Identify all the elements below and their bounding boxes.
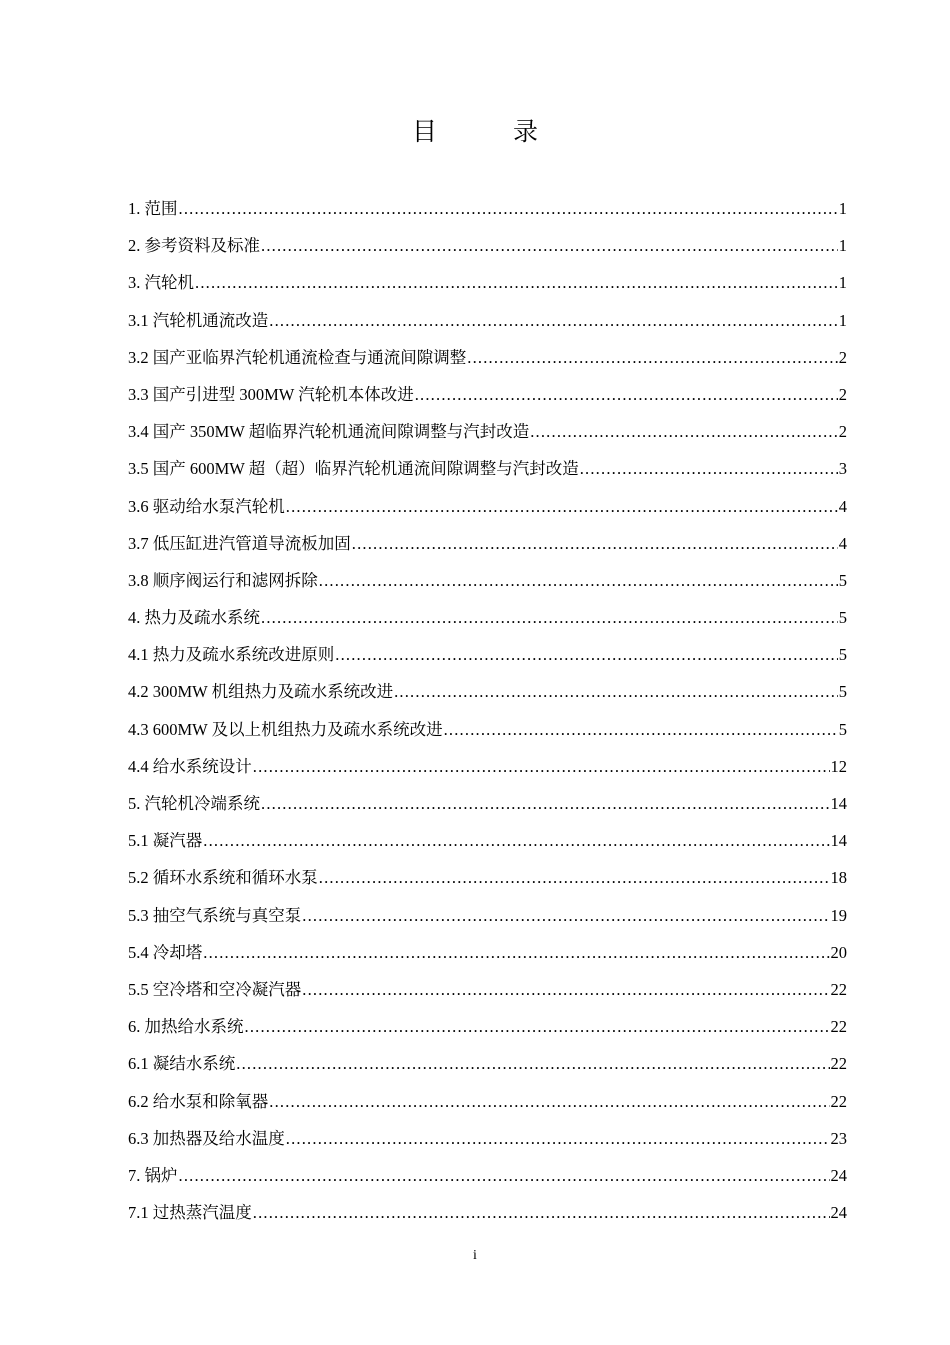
- toc-entry[interactable]: [128, 673, 847, 710]
- toc-dot-leader: [203, 822, 829, 859]
- toc-entry-page: 2: [838, 384, 847, 404]
- toc-entry[interactable]: [128, 971, 847, 1008]
- toc-entry-page: 2: [838, 347, 847, 367]
- toc-entry-label: 3. 汽轮机: [128, 273, 194, 293]
- toc-dot-leader: [179, 190, 838, 227]
- toc-entry-label: 5.1 凝汽器: [128, 831, 203, 851]
- toc-entry-page: 5: [838, 719, 847, 739]
- toc-dot-leader: [179, 1157, 830, 1194]
- toc-entry-page: 1: [838, 199, 847, 218]
- page-number: i: [473, 1248, 477, 1263]
- toc-dot-leader: [269, 302, 838, 339]
- toc-entry-page: 24: [830, 1203, 847, 1223]
- toc-entry-page: 4: [838, 496, 847, 516]
- toc-dot-leader: [261, 599, 838, 636]
- toc-dot-leader: [261, 785, 830, 822]
- toc-entry[interactable]: [128, 599, 847, 636]
- toc-entry[interactable]: [128, 190, 847, 227]
- toc-entry[interactable]: [128, 859, 847, 896]
- toc-entry-label: 3.6 驱动给水泵汽轮机: [128, 496, 285, 516]
- toc-dot-leader: [467, 339, 838, 376]
- toc-entry[interactable]: [128, 785, 847, 822]
- page-title: 目 录: [412, 117, 572, 146]
- toc-entry-label: 5.4 冷却塔: [128, 942, 203, 962]
- toc-entry-label: 4.2 300MW 机组热力及疏水系统改进: [128, 682, 394, 702]
- toc-dot-leader: [335, 636, 838, 673]
- toc-entry[interactable]: [128, 636, 847, 673]
- toc-entry-page: 14: [830, 831, 847, 851]
- toc-entry[interactable]: [128, 1008, 847, 1045]
- toc-entry[interactable]: [128, 711, 847, 748]
- toc-entry-label: 6.2 给水泵和除氧器: [128, 1091, 269, 1111]
- toc-entry-label: 4.3 600MW 及以上机组热力及疏水系统改进: [128, 719, 443, 739]
- toc-entry-page: 14: [830, 794, 847, 813]
- toc-dot-leader: [319, 859, 830, 896]
- toc-entry-label: 5.3 抽空气系统与真空泵: [128, 905, 302, 925]
- toc-entry[interactable]: [128, 302, 847, 339]
- toc-entry-label: 3.8 顺序阀运行和滤网拆除: [128, 570, 318, 590]
- toc-entry-page: 12: [830, 756, 847, 776]
- toc-dot-leader: [319, 562, 838, 599]
- toc-dot-leader: [580, 450, 838, 487]
- toc-entry[interactable]: [128, 450, 847, 487]
- toc-entry-label: 5.5 空冷塔和空冷凝汽器: [128, 979, 302, 999]
- toc-entry[interactable]: [128, 1045, 847, 1082]
- toc-entry-label: 3.4 国产 350MW 超临界汽轮机通流间隙调整与汽封改造: [128, 422, 530, 442]
- toc-entry-label: 3.7 低压缸进汽管道导流板加固: [128, 533, 351, 553]
- toc-entry[interactable]: [128, 1194, 847, 1231]
- toc-entry-page: 1: [838, 236, 847, 256]
- toc-entry-label: 3.1 汽轮机通流改造: [128, 310, 269, 330]
- toc-entry-label: 4.4 给水系统设计: [128, 756, 252, 776]
- toc-entry-label: 5.2 循环水系统和循环水泵: [128, 868, 318, 888]
- toc-entry-page: 1: [838, 273, 847, 293]
- toc-entry[interactable]: [128, 897, 847, 934]
- toc-entry-page: 23: [830, 1128, 847, 1148]
- toc-dot-leader: [286, 488, 838, 525]
- toc-entry[interactable]: [128, 488, 847, 525]
- toc-entry-page: 1: [838, 310, 847, 330]
- toc-entry-label: 5. 汽轮机冷端系统: [128, 794, 260, 813]
- toc-entry-label: 6.1 凝结水系统: [128, 1054, 236, 1074]
- table-of-contents: [128, 190, 847, 1231]
- toc-entry[interactable]: [128, 822, 847, 859]
- toc-entry-label: 4. 热力及疏水系统: [128, 608, 260, 628]
- toc-entry[interactable]: [128, 934, 847, 971]
- toc-entry-label: 2. 参考资料及标准: [128, 236, 260, 256]
- toc-entry-label: 3.2 国产亚临界汽轮机通流检查与通流间隙调整: [128, 347, 467, 367]
- toc-entry-page: 22: [830, 979, 847, 999]
- toc-entry-label: 7. 锅炉: [128, 1165, 178, 1185]
- toc-dot-leader: [261, 227, 838, 264]
- toc-entry[interactable]: [128, 1157, 847, 1194]
- toc-entry-page: 4: [838, 533, 847, 553]
- toc-entry-label: 4.1 热力及疏水系统改进原则: [128, 645, 335, 665]
- toc-entry-label: 6.3 加热器及给水温度: [128, 1128, 285, 1148]
- toc-entry-label: 3.3 国产引进型 300MW 汽轮机本体改进: [128, 384, 414, 404]
- toc-entry-label: 1. 范围: [128, 199, 178, 218]
- toc-entry-page: 22: [830, 1091, 847, 1111]
- toc-dot-leader: [530, 413, 838, 450]
- toc-dot-leader: [444, 711, 838, 748]
- toc-entry-page: 22: [830, 1054, 847, 1074]
- toc-entry[interactable]: [128, 1120, 847, 1157]
- toc-dot-leader: [286, 1120, 830, 1157]
- toc-entry[interactable]: [128, 264, 847, 301]
- toc-entry-page: 5: [838, 570, 847, 590]
- toc-entry-page: 5: [838, 608, 847, 628]
- toc-dot-leader: [203, 934, 829, 971]
- toc-dot-leader: [302, 971, 829, 1008]
- toc-entry[interactable]: [128, 562, 847, 599]
- toc-dot-leader: [415, 376, 838, 413]
- toc-entry-page: 19: [830, 905, 847, 925]
- toc-entry[interactable]: [128, 748, 847, 785]
- toc-entry[interactable]: [128, 339, 847, 376]
- toc-entry[interactable]: [128, 376, 847, 413]
- toc-dot-leader: [253, 1194, 830, 1231]
- toc-entry[interactable]: [128, 1083, 847, 1120]
- toc-entry-page: 5: [838, 682, 847, 702]
- toc-entry-label: 6. 加热给水系统: [128, 1017, 244, 1037]
- toc-entry[interactable]: [128, 413, 847, 450]
- toc-entry-label: 3.5 国产 600MW 超（超）临界汽轮机通流间隙调整与汽封改造: [128, 459, 579, 479]
- toc-dot-leader: [394, 673, 838, 710]
- toc-entry-page: 2: [838, 422, 847, 442]
- toc-entry-page: 5: [838, 645, 847, 665]
- toc-entry-label: 7.1 过热蒸汽温度: [128, 1203, 252, 1223]
- toc-dot-leader: [245, 1008, 830, 1045]
- toc-dot-leader: [269, 1083, 829, 1120]
- toc-entry-page: 18: [830, 868, 847, 888]
- toc-entry[interactable]: [128, 525, 847, 562]
- toc-entry-page: 24: [830, 1165, 847, 1185]
- toc-dot-leader: [195, 264, 838, 301]
- toc-entry-page: 3: [838, 459, 847, 479]
- toc-dot-leader: [352, 525, 838, 562]
- toc-dot-leader: [236, 1045, 829, 1082]
- toc-entry[interactable]: [128, 227, 847, 264]
- toc-entry-page: 22: [830, 1017, 847, 1037]
- toc-dot-leader: [302, 897, 829, 934]
- toc-entry-page: 20: [830, 942, 847, 962]
- toc-dot-leader: [253, 748, 830, 785]
